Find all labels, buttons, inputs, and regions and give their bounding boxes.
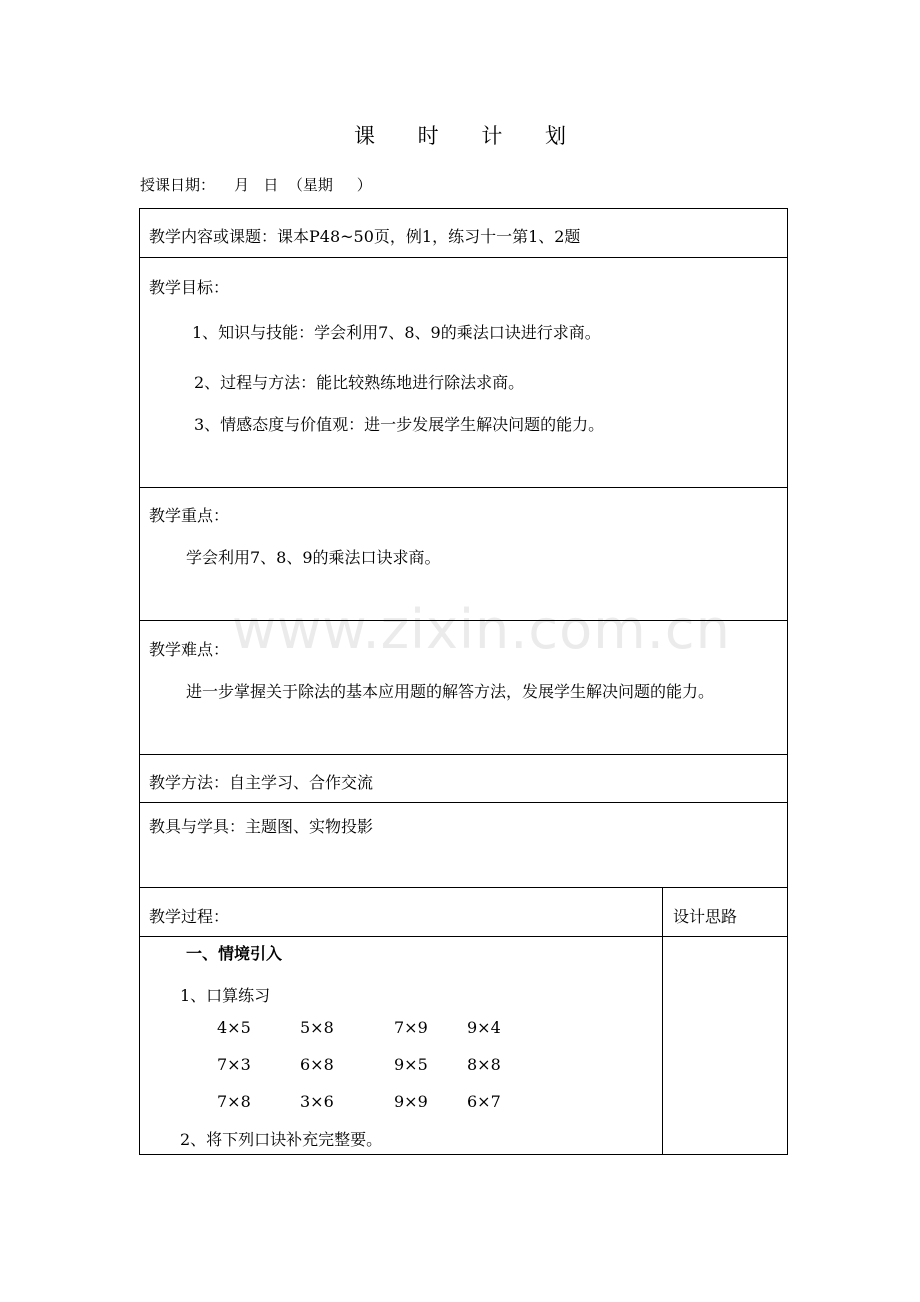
key-points-text: 学会利用7、8、9的乘法口诀求商。 <box>186 548 441 567</box>
oral-problem: 7×3 <box>217 1055 251 1074</box>
oral-problem: 4×5 <box>217 1018 251 1037</box>
process-section <box>139 887 788 1155</box>
design-thinking-label: 设计思路 <box>673 907 738 926</box>
objectives-row <box>139 257 788 488</box>
section-heading: 一、情境引入 <box>186 944 283 963</box>
oral-problem: 9×4 <box>467 1018 501 1037</box>
objective-item: 2、过程与方法：能比较熟练地进行除法求商。 <box>194 373 525 392</box>
oral-problem: 5×8 <box>300 1018 334 1037</box>
difficulties-text: 进一步掌握关于除法的基本应用题的解答方法，发展学生解决问题的能力。 <box>186 682 715 701</box>
oral-problem: 8×8 <box>467 1055 501 1074</box>
class-date-line: 授课日期： 月 日 （星期 ） <box>140 176 372 194</box>
methods-text: 教学方法：自主学习、合作交流 <box>149 773 374 792</box>
topic-text: 教学内容或课题：课本P48~50页，例1，练习十一第1、2题 <box>149 227 581 246</box>
oral-practice-label: 1、口算练习 <box>180 986 271 1005</box>
topic-row <box>139 208 788 258</box>
process-header-divider <box>139 936 788 937</box>
oral-problem: 6×8 <box>300 1055 334 1074</box>
objectives-label: 教学目标： <box>149 278 230 297</box>
process-label: 教学过程： <box>149 907 230 926</box>
difficulties-label: 教学难点： <box>149 640 230 659</box>
watermark-text: www.zixin.com.cn <box>232 598 731 661</box>
key-points-label: 教学重点： <box>149 506 230 525</box>
tools-text: 教具与学具：主题图、实物投影 <box>149 817 374 836</box>
oral-problem: 6×7 <box>467 1092 501 1111</box>
key-points-row <box>139 487 788 621</box>
objective-item: 3、情感态度与价值观：进一步发展学生解决问题的能力。 <box>194 415 605 434</box>
methods-row <box>139 754 788 803</box>
tools-row <box>139 802 788 888</box>
oral-problem: 7×8 <box>217 1092 251 1111</box>
oral-problem: 9×5 <box>394 1055 428 1074</box>
objective-item: 1、知识与技能：学会利用7、8、9的乘法口诀进行求商。 <box>192 323 601 342</box>
column-divider <box>662 887 663 1155</box>
difficulties-row <box>139 620 788 755</box>
oral-problem: 9×9 <box>394 1092 428 1111</box>
complete-formula-label: 2、将下列口诀补充完整要。 <box>180 1130 383 1149</box>
page-title: 课 时 计 划 <box>353 124 585 148</box>
oral-problem: 3×6 <box>300 1092 334 1111</box>
oral-problem: 7×9 <box>394 1018 428 1037</box>
